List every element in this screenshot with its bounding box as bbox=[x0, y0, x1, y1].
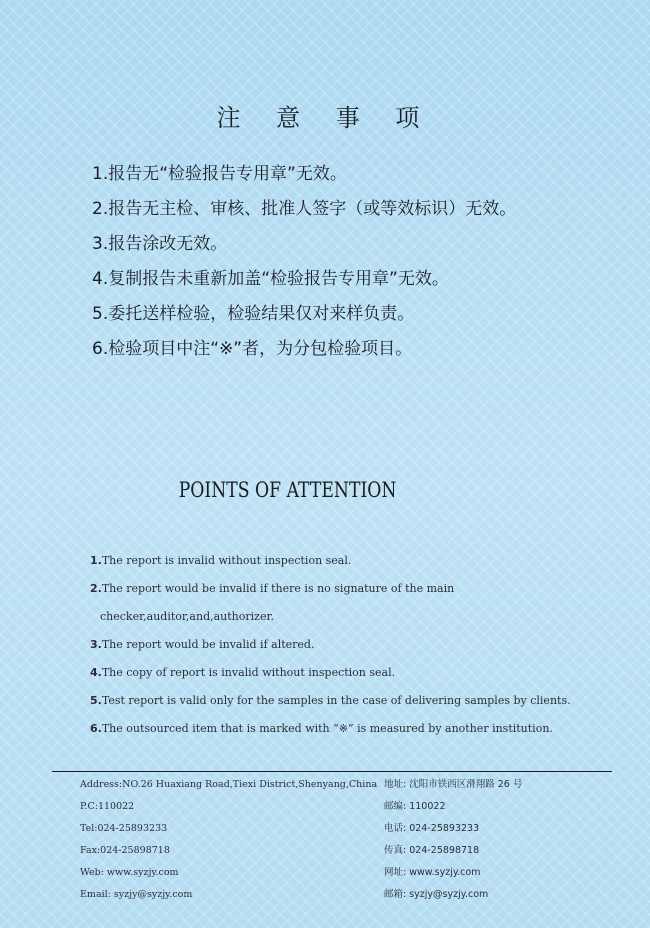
chinese-notice-item: 2.报告无主检、审核、批准人签字（或等效标识）无效。 bbox=[92, 199, 517, 219]
chinese-notice-list bbox=[92, 160, 516, 370]
chinese-notice-item: 6.检验项目中注“※”者，为分包检验项目。 bbox=[92, 339, 413, 359]
item-number: 2. bbox=[90, 582, 102, 595]
english-notice-item bbox=[90, 690, 571, 718]
footer-telephone-cn: 电话: 024-25893233 bbox=[384, 823, 480, 834]
footer-email-cn: 邮箱: syzjy@syzjy.com bbox=[384, 889, 489, 900]
footer-email: Email: syzjy@syzjy.com bbox=[80, 889, 193, 900]
english-title: POINTS OF ATTENTION bbox=[178, 478, 397, 502]
footer-telephone: Tel:024-25893233 bbox=[80, 823, 168, 834]
item-text: The copy of report is invalid without inspection seal. bbox=[101, 666, 396, 679]
footer-fax: Fax:024-25898718 bbox=[80, 845, 170, 856]
item-text: The report would be invalid if there is no signature of the main bbox=[101, 582, 455, 595]
english-notice-item bbox=[90, 718, 571, 746]
chinese-title: 注 意 事 项 bbox=[216, 104, 434, 132]
footer-postcode: P.C:110022 bbox=[80, 801, 135, 812]
english-notice-list bbox=[90, 550, 571, 746]
footer-divider bbox=[52, 771, 612, 772]
english-notice-item bbox=[90, 662, 571, 690]
item-number: 3. bbox=[90, 638, 102, 651]
item-number: 6. bbox=[90, 722, 102, 735]
footer-address-cn: 地址: 沈阳市铁西区滑翔路 26 号 bbox=[384, 779, 523, 790]
chinese-notice-item: 1.报告无“检验报告专用章”无效。 bbox=[92, 164, 347, 184]
english-notice-item bbox=[90, 634, 571, 662]
item-text: The report would be invalid if altered. bbox=[101, 638, 315, 651]
english-notice-item bbox=[90, 578, 571, 606]
english-notice-item bbox=[90, 550, 571, 578]
footer-postcode-cn: 邮编: 110022 bbox=[384, 801, 446, 812]
footer-address: Address:NO.26 Huaxiang Road,Tiexi District,Shenyang,China bbox=[80, 779, 378, 790]
chinese-notice-item: 5.委托送样检验，检验结果仅对来样负责。 bbox=[92, 304, 415, 324]
footer-chinese-contact bbox=[384, 777, 522, 909]
footer-website-cn: 网址: www.syzjy.com bbox=[384, 867, 481, 878]
item-text: The outsourced item that is marked with “※” is measured by another institution. bbox=[101, 722, 553, 735]
item-text: checker,auditor,and,authorizer. bbox=[100, 610, 275, 623]
english-notice-item-continuation bbox=[90, 606, 571, 634]
item-number: 5. bbox=[90, 694, 102, 707]
item-number: 4. bbox=[90, 666, 102, 679]
item-text: The report is invalid without inspection seal. bbox=[101, 554, 352, 567]
chinese-notice-item: 4.复制报告未重新加盖“检验报告专用章”无效。 bbox=[92, 269, 449, 289]
chinese-notice-item: 3.报告涂改无效。 bbox=[92, 234, 228, 254]
footer-english-contact bbox=[80, 777, 377, 909]
item-text: Test report is valid only for the samples in the case of delivering samples by clients. bbox=[101, 694, 571, 707]
footer-website: Web: www.syzjy.com bbox=[80, 867, 179, 878]
item-number: 1. bbox=[90, 554, 102, 567]
footer-fax-cn: 传真: 024-25898718 bbox=[384, 845, 480, 856]
